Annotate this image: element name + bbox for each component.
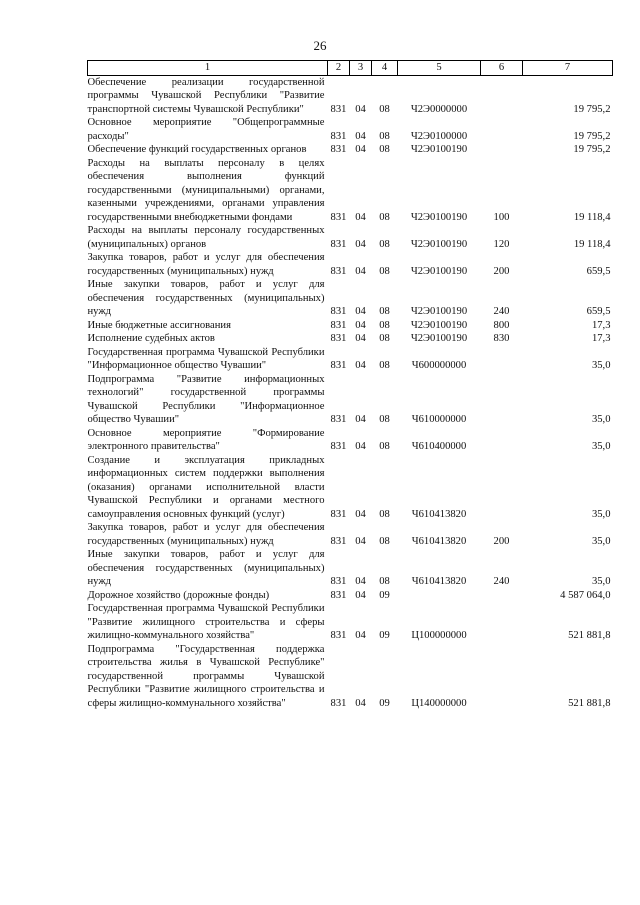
expense-type-cell xyxy=(481,427,523,454)
expense-type-cell: 100 xyxy=(493,211,510,223)
section-cell: 04 xyxy=(355,319,366,331)
item-name-cell: Иные бюджетные ассигнования xyxy=(87,319,231,331)
header-cell: 2 xyxy=(328,61,350,76)
subsection-cell: 09 xyxy=(379,630,390,641)
subsection-cell: 08 xyxy=(379,144,390,155)
section-cell: 04 xyxy=(355,697,366,709)
admin-code-cell: 831 xyxy=(330,697,347,709)
section-cell: 04 xyxy=(355,306,366,317)
admin-code-cell: 831 xyxy=(330,360,347,371)
target-article-cell: Ч610000000 xyxy=(411,414,467,425)
item-name-cell: Иные закупки товаров, работ и услуг для обеспечения государственных (муниципальных) нужд xyxy=(87,279,325,317)
item-name-cell: Подпрограмма "Государственная поддержка строительства жилья в Чувашской Республике" государственной программы Чувашской Республики "Развитие жилищного строительства и сферы жилищно-коммунального хозяйства" xyxy=(87,643,325,709)
target-article-cell: Ч600000000 xyxy=(411,360,467,371)
amount-cell: 35,0 xyxy=(591,441,611,452)
table-row xyxy=(88,116,613,143)
admin-code-cell: 831 xyxy=(330,630,347,641)
expense-type-cell xyxy=(481,589,523,603)
target-article-cell: Ч610413820 xyxy=(411,576,467,587)
target-article-cell: Ч2Э0100190 xyxy=(410,238,468,250)
section-cell: 04 xyxy=(355,414,366,425)
table-row xyxy=(88,332,613,346)
table-row xyxy=(88,454,613,522)
amount-cell: 35,0 xyxy=(591,414,611,425)
amount-cell: 19 795,2 xyxy=(573,144,611,155)
target-article-cell: Ч2Э0100190 xyxy=(410,319,468,331)
amount-cell: 35,0 xyxy=(591,360,611,371)
target-article-cell: Ч610413820 xyxy=(411,535,467,547)
header-row xyxy=(88,61,613,76)
header-cell: 7 xyxy=(523,61,613,76)
expense-type-cell: 830 xyxy=(493,333,510,344)
subsection-cell: 08 xyxy=(379,360,390,371)
section-cell: 04 xyxy=(355,441,366,452)
item-name-cell: Дорожное хозяйство (дорожные фонды) xyxy=(87,589,270,601)
admin-code-cell: 831 xyxy=(330,103,347,115)
subsection-cell: 08 xyxy=(379,238,390,250)
table-row xyxy=(88,157,613,225)
table-row xyxy=(88,643,613,711)
amount-cell: 19 795,2 xyxy=(573,130,611,142)
header-cell: 6 xyxy=(481,61,523,76)
item-name-cell: Основное мероприятие "Общепрограммные расходы" xyxy=(87,117,325,142)
subsection-cell: 08 xyxy=(379,319,390,331)
item-name-cell: Иные закупки товаров, работ и услуг для обеспечения государственных (муниципальных) нужд xyxy=(87,549,325,587)
section-cell: 04 xyxy=(355,576,366,587)
expense-type-cell xyxy=(481,75,523,116)
expense-type-cell: 240 xyxy=(493,576,510,587)
section-cell: 04 xyxy=(355,130,366,142)
amount-cell: 521 881,8 xyxy=(568,697,611,709)
target-article-cell: Ц140000000 xyxy=(411,697,467,709)
amount-cell: 659,5 xyxy=(586,265,611,277)
item-name-cell: Закупка товаров, работ и услуг для обеспечения государственных (муниципальных) нужд xyxy=(87,522,325,547)
subsection-cell: 08 xyxy=(379,265,390,277)
target-article-cell: Ц100000000 xyxy=(411,630,467,641)
expense-type-cell: 240 xyxy=(493,306,510,317)
section-cell: 04 xyxy=(355,535,366,547)
expense-type-cell xyxy=(481,454,523,522)
header-cell: 3 xyxy=(350,61,372,76)
amount-cell: 19 118,4 xyxy=(573,238,611,250)
section-cell: 04 xyxy=(355,589,366,601)
item-name-cell: Расходы на выплаты персоналу государственных (муниципальных) органов xyxy=(87,225,325,250)
item-name-cell: Расходы на выплаты персоналу в целях обеспечения выполнения функций государственными (муниципальными) органами, казенными учреждениями, органами управления государственными внебюджетными фондами xyxy=(87,157,325,223)
subsection-cell: 09 xyxy=(379,697,390,709)
amount-cell: 17,3 xyxy=(591,319,611,331)
subsection-cell: 08 xyxy=(379,414,390,425)
subsection-cell: 08 xyxy=(379,333,390,344)
admin-code-cell: 831 xyxy=(330,508,347,520)
target-article-cell: Ч2Э0100190 xyxy=(410,144,468,155)
item-name-cell: Основное мероприятие "Формирование электронного правительства" xyxy=(87,427,325,452)
amount-cell: 35,0 xyxy=(591,535,611,547)
admin-code-cell: 831 xyxy=(330,265,347,277)
admin-code-cell: 831 xyxy=(330,306,347,317)
target-article-cell: Ч2Э0000000 xyxy=(410,103,468,115)
admin-code-cell: 831 xyxy=(330,414,347,425)
amount-cell: 521 881,8 xyxy=(568,630,611,641)
target-article-cell: Ч2Э0100190 xyxy=(410,333,468,344)
expense-type-cell xyxy=(481,643,523,711)
header-cell: 4 xyxy=(372,61,398,76)
target-article-cell: Ч2Э0100190 xyxy=(410,265,468,277)
admin-code-cell: 831 xyxy=(330,535,347,547)
subsection-cell: 08 xyxy=(379,211,390,223)
amount-cell: 35,0 xyxy=(591,576,611,587)
section-cell: 04 xyxy=(355,333,366,344)
item-name-cell: Подпрограмма "Развитие информационных технологий" государственной программы Чувашской Республики "Информационное общество Чувашии" xyxy=(87,373,325,425)
section-cell: 04 xyxy=(355,103,366,115)
table-row xyxy=(88,373,613,427)
expense-type-cell xyxy=(481,373,523,427)
table-row xyxy=(88,224,613,251)
item-name-cell: Закупка товаров, работ и услуг для обеспечения государственных (муниципальных) нужд xyxy=(87,252,325,277)
table-row xyxy=(88,278,613,319)
section-cell: 04 xyxy=(355,265,366,277)
item-name-cell: Исполнение судебных актов xyxy=(87,333,215,344)
table-row xyxy=(88,346,613,373)
subsection-cell: 08 xyxy=(379,576,390,587)
amount-cell: 19 118,4 xyxy=(573,211,611,223)
section-cell: 04 xyxy=(355,144,366,155)
admin-code-cell: 831 xyxy=(330,130,347,142)
expense-type-cell: 120 xyxy=(493,238,510,250)
amount-cell: 19 795,2 xyxy=(573,103,611,115)
item-name-cell: Создание и эксплуатация прикладных информационных систем поддержки выполнения (оказания) органами исполнительной власти Чувашской Республики и органами местного самоуправления основных функций (услуг) xyxy=(87,454,325,520)
subsection-cell: 08 xyxy=(379,508,390,520)
subsection-cell: 09 xyxy=(379,589,390,601)
target-article-cell: Ч2Э0100190 xyxy=(410,306,468,317)
subsection-cell: 08 xyxy=(379,103,390,115)
target-article-cell: Ч610400000 xyxy=(411,441,467,452)
target-article-cell xyxy=(398,589,481,603)
table-row xyxy=(88,251,613,278)
budget-table xyxy=(87,60,613,710)
table-row xyxy=(88,602,613,643)
table-row xyxy=(88,143,613,157)
admin-code-cell: 831 xyxy=(330,589,347,601)
admin-code-cell: 831 xyxy=(330,319,347,331)
section-cell: 04 xyxy=(355,508,366,520)
item-name-cell: Государственная программа Чувашской Республики "Развитие жилищного строительства и сферы жилищно-коммунального хозяйства" xyxy=(87,603,325,641)
amount-cell: 4 587 064,0 xyxy=(560,589,611,601)
header-cell: 5 xyxy=(398,61,481,76)
header-cell: 1 xyxy=(88,61,328,76)
table-row xyxy=(88,427,613,454)
target-article-cell: Ч610413820 xyxy=(411,508,467,520)
page-number: 26 xyxy=(313,38,327,53)
expense-type-cell xyxy=(481,346,523,373)
admin-code-cell: 831 xyxy=(330,441,347,452)
section-cell: 04 xyxy=(355,630,366,641)
target-article-cell: Ч2Э0100190 xyxy=(410,211,468,223)
amount-cell: 35,0 xyxy=(591,508,611,520)
subsection-cell: 08 xyxy=(379,306,390,317)
target-article-cell: Ч2Э0100000 xyxy=(410,130,468,142)
subsection-cell: 08 xyxy=(379,441,390,452)
amount-cell: 17,3 xyxy=(591,333,611,344)
admin-code-cell: 831 xyxy=(330,211,347,223)
table-row xyxy=(88,589,613,603)
expense-type-cell xyxy=(481,602,523,643)
item-name-cell: Государственная программа Чувашской Республики "Информационное общество Чувашии" xyxy=(87,346,325,371)
amount-cell: 659,5 xyxy=(586,306,611,317)
admin-code-cell: 831 xyxy=(330,576,347,587)
expense-type-cell xyxy=(481,143,523,157)
expense-type-cell: 200 xyxy=(493,535,510,547)
subsection-cell: 08 xyxy=(379,130,390,142)
table-row xyxy=(88,319,613,333)
expense-type-cell: 800 xyxy=(493,319,510,331)
table-row xyxy=(88,521,613,548)
section-cell: 04 xyxy=(355,360,366,371)
expense-type-cell xyxy=(481,116,523,143)
admin-code-cell: 831 xyxy=(330,238,347,250)
expense-type-cell: 200 xyxy=(493,265,510,277)
admin-code-cell: 831 xyxy=(330,333,347,344)
section-cell: 04 xyxy=(355,211,366,223)
item-name-cell: Обеспечение реализации государственной программы Чувашской Республики "Развитие транспортной системы Чувашской Республики" xyxy=(87,76,325,115)
section-cell: 04 xyxy=(355,238,366,250)
table-row xyxy=(88,75,613,116)
table-row xyxy=(88,548,613,589)
subsection-cell: 08 xyxy=(379,535,390,547)
admin-code-cell: 831 xyxy=(330,144,347,155)
item-name-cell: Обеспечение функций государственных органов xyxy=(87,144,307,155)
